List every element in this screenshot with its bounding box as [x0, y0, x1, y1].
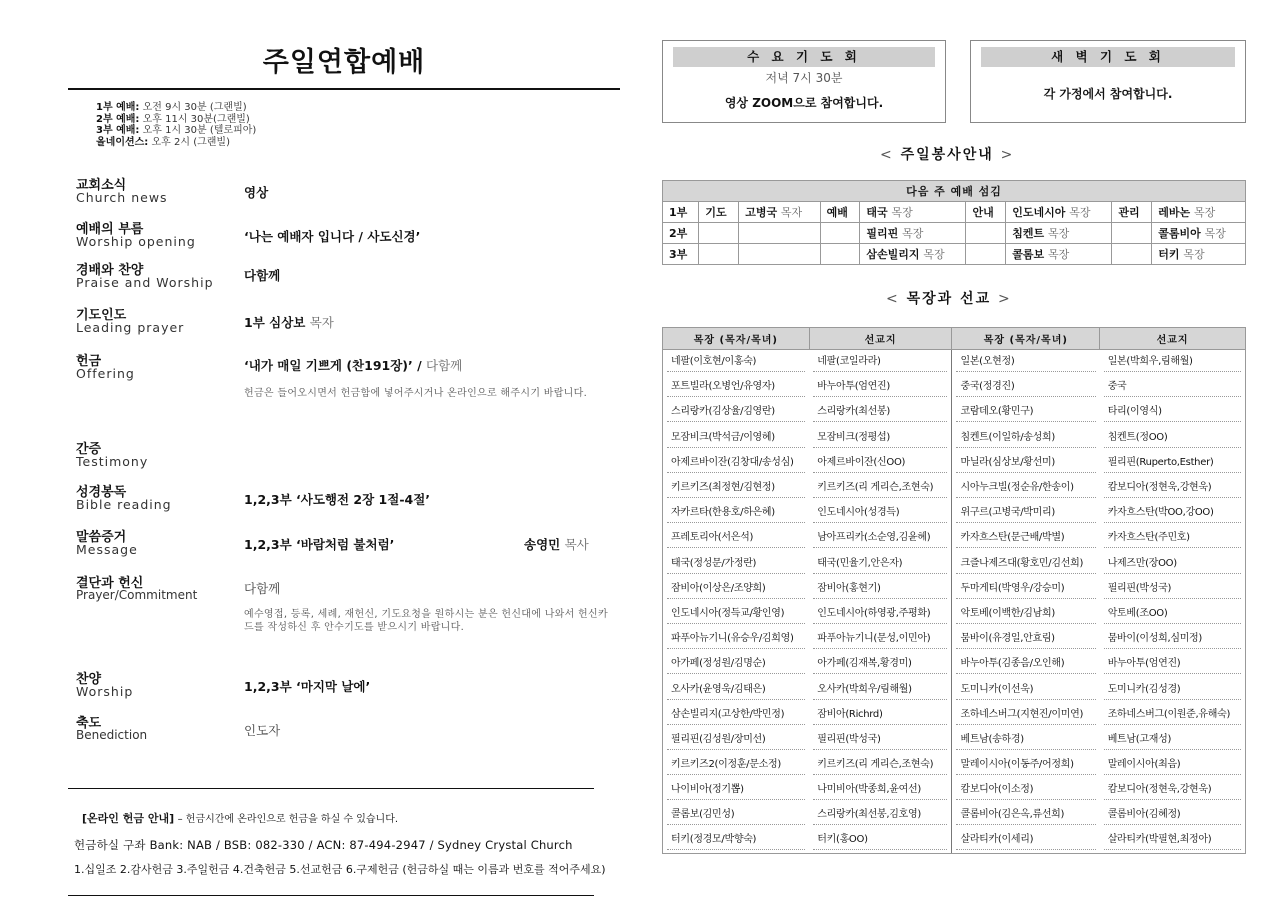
- mokjang-cell: 두마게티(박영우/강승미): [952, 576, 1100, 601]
- bank-account-info: 헌금하실 구좌 Bank: NAB / BSB: 082-330 / ACN: 87-494-2947 / Sydney Crystal Church: [74, 838, 573, 852]
- mission-field-cell: 필리핀(Ruperto,Esther): [1100, 450, 1246, 475]
- mission-field-cell: 나미비아(박종희,윤여선): [809, 778, 952, 803]
- mokjang-cell: 살라티카(이세리): [952, 828, 1100, 853]
- mokjang-cell: 스리랑카(김상율/김영란): [663, 400, 810, 425]
- table-row: [663, 677, 1246, 702]
- service-section-title: < 주일봉사안내 >: [880, 147, 1015, 163]
- mission-section-title: < 목장과 선교 >: [886, 291, 1012, 307]
- table-row: [663, 828, 1246, 853]
- schedule-row-2: 2부 예배: 오후 11시 30분(그랜빌): [96, 113, 250, 125]
- mission-table-header: 목장 (목자/목녀) 선교지 목장 (목자/목녀) 선교지: [663, 328, 1246, 350]
- mission-field-cell: 말레이시아(최음): [1100, 753, 1246, 778]
- table-row: [663, 727, 1246, 752]
- table-row: [663, 601, 1246, 626]
- section-divider: [68, 895, 594, 896]
- table-row: [663, 501, 1246, 526]
- mission-field-cell: 바누아투(엄연진): [1100, 652, 1246, 677]
- dawn-prayer-title: 새 벽 기 도 회: [981, 47, 1235, 67]
- mokjang-cell: 나이비아(정기뽑): [663, 778, 810, 803]
- mission-field-cell: 타리(이영식): [1100, 400, 1246, 425]
- mission-field-cell: 악토베(조OO): [1100, 601, 1246, 626]
- mokjang-cell: 오사카(윤영욱/김태은): [663, 677, 810, 702]
- mokjang-cell: 시아누크빌(정순유/한송이): [952, 475, 1100, 500]
- mission-table: [662, 327, 1246, 854]
- page-title: 주일연합예배: [262, 47, 426, 78]
- mission-table-body: [663, 350, 1246, 854]
- mission-field-cell: 뭄바이(이성희,심미정): [1100, 627, 1246, 652]
- mission-field-cell: 필리핀(박성국): [1100, 576, 1246, 601]
- table-row: [663, 652, 1246, 677]
- mokjang-cell: 잠비아(이상은/조양희): [663, 576, 810, 601]
- mokjang-cell: 자카르타(한용호/하은혜): [663, 501, 810, 526]
- mission-field-cell: 캄보디아(정현욱,강현욱): [1100, 475, 1246, 500]
- table-row: [663, 702, 1246, 727]
- wednesday-prayer-text: 영상 ZOOM으로 참여합니다.: [724, 96, 884, 110]
- table-row: 1부 기도 고병국 목자 예배 태국 목장 안내 인도네시아 목장 관리 레바논 목장: [663, 202, 1246, 223]
- mokjang-cell: 위구르(고병국/박미리): [952, 501, 1100, 526]
- mission-field-cell: 조하네스버그(이원준,유해숙): [1100, 702, 1246, 727]
- mission-field-cell: 인도네시아(성경득): [809, 501, 952, 526]
- mokjang-cell: 아제르바이잔(김창대/송성심): [663, 450, 810, 475]
- table-row: [663, 475, 1246, 500]
- mokjang-cell: 악토베(이백한/김남희): [952, 601, 1100, 626]
- online-offering-notice: [온라인 헌금 안내] – 헌금시간에 온라인으로 헌금을 하실 수 있습니다.: [82, 812, 399, 825]
- mokjang-cell: 카자흐스탄(문근배/박별): [952, 526, 1100, 551]
- mission-field-cell: 카자흐스탄(박OO,강OO): [1100, 501, 1246, 526]
- mokjang-cell: 크즐나제즈대(황호민/김선희): [952, 551, 1100, 576]
- service-table-header: 다음 주 예배 섬김: [663, 181, 1246, 202]
- mission-field-cell: 터키(홍OO): [809, 828, 952, 853]
- mokjang-cell: 삼손빌리지(고상한/박민정): [663, 702, 810, 727]
- title-divider: [68, 88, 620, 90]
- table-row: [663, 778, 1246, 803]
- mokjang-cell: 프레토리아(서은석): [663, 526, 810, 551]
- table-row: [663, 350, 1246, 375]
- mokjang-cell: 필리핀(김성원/장미선): [663, 727, 810, 752]
- mission-field-cell: 베트남(고재성): [1100, 727, 1246, 752]
- table-row: [663, 400, 1246, 425]
- mokjang-cell: 코람데오(황민구): [952, 400, 1100, 425]
- mission-field-cell: 중국: [1100, 375, 1246, 400]
- section-divider: [68, 788, 594, 789]
- mokjang-cell: 콜롬비아(김은옥,류선희): [952, 803, 1100, 828]
- mission-field-cell: 키르키즈(리 게리슨,조현숙): [809, 475, 952, 500]
- mission-field-cell: 스리랑카(최선봉,김호영): [809, 803, 952, 828]
- mission-field-cell: 아제르바이잔(신OO): [809, 450, 952, 475]
- table-row: [663, 627, 1246, 652]
- mission-field-cell: 아가페(김재복,황경미): [809, 652, 952, 677]
- schedule-row-1: 1부 예배: 오전 9시 30분 (그랜빌): [96, 102, 247, 113]
- mokjang-cell: 네팔(이호현/이홍숙): [663, 350, 810, 375]
- service-table: [662, 180, 1246, 265]
- mission-field-cell: 파푸아뉴기니(문성,이민아): [809, 627, 952, 652]
- mokjang-cell: 도미니카(이선욱): [952, 677, 1100, 702]
- mission-field-cell: 바누아투(엄연진): [809, 375, 952, 400]
- mission-field-cell: 콜롬비아(김혜정): [1100, 803, 1246, 828]
- mokjang-cell: 포트빌라(오병언/유영자): [663, 375, 810, 400]
- mokjang-cell: 태국(정성문/가정란): [663, 551, 810, 576]
- offering-types: 1.십일조 2.감사헌금 3.주일헌금 4.건축헌금 5.선교헌금 6.구제헌금 (헌금하실 때는 이름과 번호를 적어주세요): [74, 863, 606, 876]
- mission-field-cell: 나제즈만(장OO): [1100, 551, 1246, 576]
- table-row: [663, 551, 1246, 576]
- mission-field-cell: 캄보디아(정현욱,강현욱): [1100, 778, 1246, 803]
- mokjang-cell: 중국(정경진): [952, 375, 1100, 400]
- mission-field-cell: 잠비아(홍현기): [809, 576, 952, 601]
- mokjang-cell: 키르키즈2(이정훈/문소정): [663, 753, 810, 778]
- mission-field-cell: 네팔(코일라라): [809, 350, 952, 375]
- table-row: [663, 526, 1246, 551]
- mokjang-cell: 말레이시아(이동주/어정희): [952, 753, 1100, 778]
- table-row: 3부 삼손빌리지 목장 콜롬보 목장 터키 목장: [663, 244, 1246, 265]
- mokjang-cell: 바누아투(김종음/오인해): [952, 652, 1100, 677]
- mission-field-cell: 스리랑카(최선봉): [809, 400, 952, 425]
- worship-schedule: [96, 102, 620, 148]
- mokjang-cell: 마닐라(심상보/황선미): [952, 450, 1100, 475]
- mission-field-cell: 오사카(박희우/림해월): [809, 677, 952, 702]
- table-row: [663, 450, 1246, 475]
- table-row: [663, 803, 1246, 828]
- table-row: [663, 576, 1246, 601]
- mission-field-cell: 잠비아(Richrd): [809, 702, 952, 727]
- mokjang-cell: 침켄트(이일하/송성희): [952, 425, 1100, 450]
- wednesday-prayer-title: 수 요 기 도 회: [673, 47, 935, 67]
- mission-field-cell: 키르키즈(리 게리슨,조현숙): [809, 753, 952, 778]
- table-row: 2부 필리핀 목장 침켄트 목장 콜롬비아 목장: [663, 223, 1246, 244]
- mokjang-cell: 키르키즈(최정현/김현정): [663, 475, 810, 500]
- wednesday-prayer-box: [662, 40, 946, 123]
- mokjang-cell: 베트남(송하경): [952, 727, 1100, 752]
- table-row: [663, 753, 1246, 778]
- mokjang-cell: 일본(오현정): [952, 350, 1100, 375]
- mission-field-cell: 필리핀(박성국): [809, 727, 952, 752]
- mission-field-cell: 도미니카(김성경): [1100, 677, 1246, 702]
- bulletin-left-page: 주일연합예배 1부 예배: 오전 9시 30분 (그랜빌) 2부 예배: 오후 11시 30분(그랜빌) 3부 예배: 오후 1시 30분 (텔로피아) 올네이션스: 오후 2시 (그랜빌) 교회소식 Church news 영상 예배의 부름 Worship opening ‘나는 예배자 입니다 / 사도신경’ 경배와 찬양 Praise and Worship 다함께 기도인도 Leading prayer 1부 심상보 목자 헌금 Offering ‘내가 매일 기쁘게 (찬191장)’ / 다함께 헌금은 들어오시면서 헌금함에 넣어주시거나 온라인으로 해주시기 바랍니다. 간증 Testimony 성경봉독 Bible reading 1,2,3부 ‘사도행전 2장 1절-4절’ 말씀증거 Message 1,2,3부 ‘바람처럼 불처럼’ 송영민 목사 결단과 헌신 Prayer/Commitment 다함께 예수영접, 등록, 세례, 재헌신, 기도요청을 원하시는 분은 헌신대에 나와서 헌신카드를 작성하신 후 안수기도를 받으시기 바랍니다. 찬양 Worship 1,2,3부 ‘마지막 날에’ 축도 Benediction 인도자 [온라인 헌금 안내] – 헌금시간에 온라인으로 헌금을 하실 수 있습니다. 헌금하실 구좌 Bank: NAB / BSB: 082-330 / ACN: 87-494-2947 / Sydney Crystal Church 1.십일조 2.감사헌금 3.주일헌금 4.건축헌금 5.선교헌금 6.구제헌금 (헌금하실 때는 이름과 번호를 적어주세요): [68, 40, 620, 148]
- schedule-row-4: 올네이션스: 오후 2시 (그랜빌): [96, 136, 230, 148]
- mokjang-cell: 터키(정경모/박향숙): [663, 828, 810, 853]
- wednesday-prayer-time: 저녁 7시 30분: [765, 71, 843, 85]
- dawn-prayer-text: 각 가정에서 참여합니다.: [1043, 87, 1173, 101]
- table-row: [663, 375, 1246, 400]
- mokjang-cell: 아가페(정성원/김명순): [663, 652, 810, 677]
- mission-field-cell: 모잠비크(정평섭): [809, 425, 952, 450]
- mokjang-cell: 뭄바이(유경일,안효림): [952, 627, 1100, 652]
- mission-field-cell: 태국(민율기,안은자): [809, 551, 952, 576]
- mission-field-cell: 남아프리카(소순영,김윤혜): [809, 526, 952, 551]
- mission-field-cell: 카자흐스탄(주민호): [1100, 526, 1246, 551]
- mission-field-cell: 침켄트(정OO): [1100, 425, 1246, 450]
- mission-field-cell: 인도네시아(하영광,주평화): [809, 601, 952, 626]
- dawn-prayer-box: [970, 40, 1246, 123]
- mokjang-cell: 조하네스버그(지현진/이미연): [952, 702, 1100, 727]
- mokjang-cell: 캄보디아(이소정): [952, 778, 1100, 803]
- mokjang-cell: 파푸아뉴기니(유승우/김희영): [663, 627, 810, 652]
- table-row: [663, 425, 1246, 450]
- schedule-row-3: 3부 예배: 오후 1시 30분 (텔로피아): [96, 125, 257, 136]
- mokjang-cell: 인도네시아(정득교/황인영): [663, 601, 810, 626]
- mission-field-cell: 일본(박희우,림해월): [1100, 350, 1246, 375]
- mokjang-cell: 콜롬보(김민성): [663, 803, 810, 828]
- mission-field-cell: 살라티카(박필현,최정아): [1100, 828, 1246, 853]
- mokjang-cell: 모잠비크(박석금/이영혜): [663, 425, 810, 450]
